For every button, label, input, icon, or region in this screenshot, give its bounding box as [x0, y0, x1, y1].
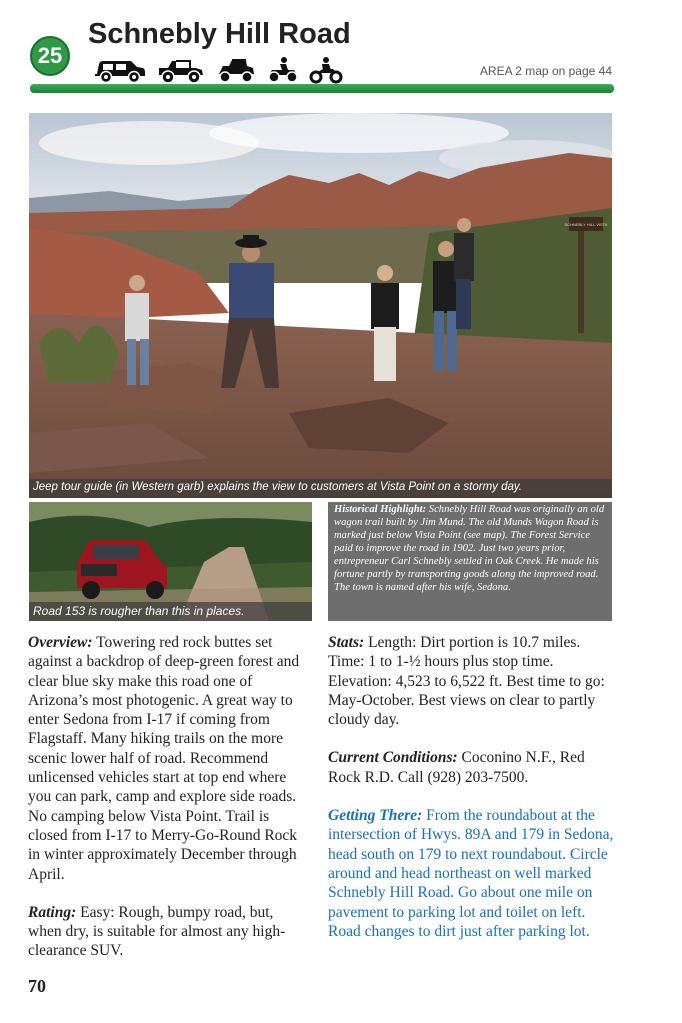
dirt-bike-icon — [309, 56, 343, 84]
overview-section — [28, 633, 309, 884]
suv-icon — [93, 56, 147, 84]
route-number: 25 — [37, 43, 63, 68]
atv-icon — [266, 56, 300, 84]
rating-label: Rating: — [28, 903, 77, 921]
historical-text: Schnebly Hill Road was originally an old wagon trail built by Jim Mund. The old Munds Wagon Road is marked just below Vista Point (see map). The Forest Service paid to improve the road in 1902. Just two years prior, entrepreneur Carl Schnebly settled in Oak Creek. He made his fortune partly by transporting goods along the improved road. The town is named after his wife, Sedona. — [334, 504, 605, 593]
getting-there-text: From the roundabout at the intersection of Hwys. 89A and 179 in Sedona, head south on 179 to next roundabout. Circle around and head northeast on well marked Schnebly Hill Road. Go about one mile on pavement to parking lot and toilet on left. Road changes to dirt just after parking lot. — [328, 807, 614, 940]
route-number-badge — [30, 36, 70, 76]
vista-sign-text: SCHNEBLY HILL VISTA — [564, 222, 608, 227]
road-photo — [29, 502, 312, 621]
road-photo-caption: Road 153 is rougher than this in places. — [29, 602, 312, 621]
conditions-text: Coconino N.F., Red Rock R.D. Call (928) 203-7500. — [328, 749, 585, 786]
right-column — [328, 633, 614, 941]
main-photo-caption: Jeep tour guide (in Western garb) explains the view to customers at Vista Point on a stormy day. — [29, 479, 612, 498]
vista-point-illustration — [29, 113, 612, 498]
rating-section — [28, 903, 309, 961]
header-divider — [30, 84, 614, 93]
historical-label: Historical Highlight: — [334, 504, 427, 515]
historical-highlight-box — [328, 502, 612, 621]
rating-text: Easy: Rough, bumpy road, but, when dry, is suitable for almost any high-clearance SUV. — [28, 903, 286, 960]
overview-label: Overview: — [28, 634, 93, 651]
utv-icon — [215, 56, 257, 84]
page-title: Schnebly Hill Road — [88, 18, 351, 50]
main-photo — [29, 113, 612, 498]
getting-there-section — [328, 806, 614, 941]
left-column — [28, 633, 309, 961]
vehicle-type-icons — [93, 56, 343, 84]
stats-text: Length: Dirt portion is 10.7 miles. Time: 1 to 1-½ hours plus stop time. Elevation: 4,523 to 6,522 ft. Best time to go: May-October. Best views on clear to partly cloudy day. — [328, 634, 605, 729]
stats-label: Stats: — [328, 634, 365, 651]
area-map-reference: AREA 2 map on page 44 — [479, 64, 612, 78]
page-number: 70 — [28, 976, 46, 996]
stats-section — [328, 633, 614, 729]
getting-there-label: Getting There: — [328, 807, 423, 825]
jeep-icon — [156, 56, 206, 84]
conditions-label: Current Conditions: — [328, 749, 458, 767]
conditions-section — [328, 748, 614, 787]
overview-text: Towering red rock buttes set against a backdrop of deep-green forest and clear blue sky make this road one of Arizona’s most photogenic. A great way to enter Sedona from I-17 if coming from Flagstaff. Many hiking trails on the more scenic lower half of road. Recommend unlicensed vehicles start at top end where you can park, camp and explore side roads. No camping below Vista Point. Trail is closed from I-17 to Merry-Go-Round Rock in winter approximately December through April. — [28, 634, 300, 883]
